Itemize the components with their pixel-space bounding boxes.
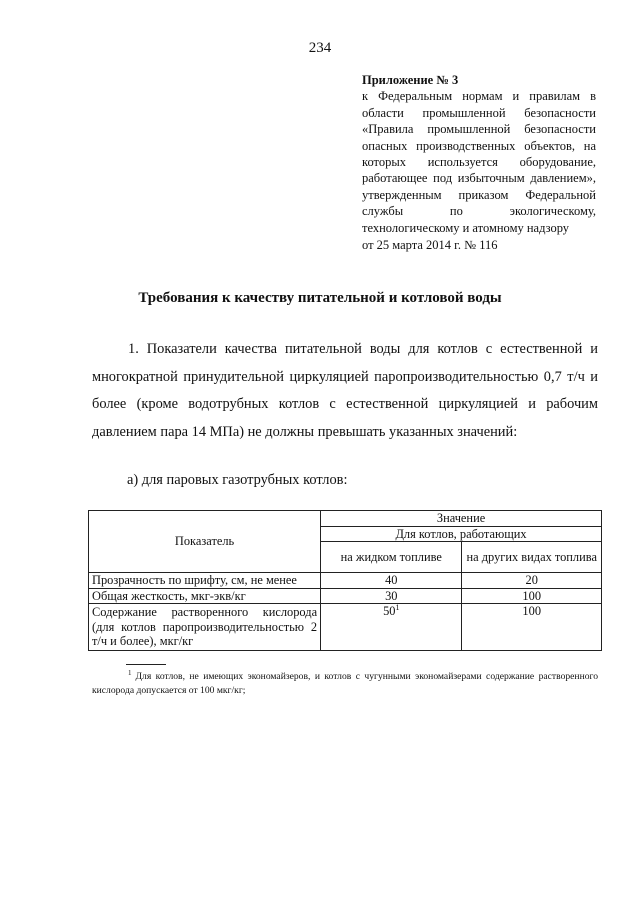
header-boilers: Для котлов, работающих bbox=[321, 526, 602, 542]
table-row bbox=[89, 588, 602, 604]
row-liquid-number: 50 bbox=[383, 604, 396, 618]
table-row bbox=[89, 573, 602, 589]
water-quality-table bbox=[88, 510, 602, 651]
appendix-body: к Федеральным нормам и правилам в области промышленной безопасности «Правила промышленной безопасности опасных производственных объектов, на которых используется оборудование, работающее под избыточным давлением», утвержденным приказом Федеральной службы по экологическому, технологическому и атомному надзору bbox=[362, 89, 596, 235]
row-liquid-value: 40 bbox=[321, 573, 462, 589]
appendix-block bbox=[362, 72, 596, 253]
header-value: Значение bbox=[321, 511, 602, 527]
header-liquid-fuel: на жидком топливе bbox=[321, 542, 462, 573]
table-row bbox=[89, 604, 602, 651]
row-indicator: Прозрачность по шрифту, см, не менее bbox=[89, 573, 321, 589]
row-liquid-value: 30 bbox=[321, 588, 462, 604]
row-indicator: Содержание растворенного кислорода (для котлов паропроизводительностью 2 т/ч и более), мкг/кг bbox=[89, 604, 321, 651]
footnote bbox=[92, 666, 598, 698]
row-liquid-value bbox=[321, 604, 462, 651]
paragraph-1: 1. Показатели качества питательной воды для котлов с естественной и многократной принудительной циркуляцией паропроизводительностью 0,7 т/ч и более (кроме водотрубных котлов с естественной циркуляцией и рабочим давлением пара 14 МПа) не должны превышать указанных значений: bbox=[92, 341, 598, 440]
table-header-row bbox=[89, 511, 602, 527]
page-number: 234 bbox=[308, 40, 332, 56]
footnote-divider bbox=[126, 664, 166, 665]
row-other-value: 100 bbox=[462, 588, 602, 604]
row-indicator: Общая жесткость, мкг-экв/кг bbox=[89, 588, 321, 604]
footnote-mark: 1 bbox=[128, 669, 132, 677]
header-other-fuel: на других видах топлива bbox=[462, 542, 602, 573]
subitem-a: а) для паровых газотрубных котлов: bbox=[127, 472, 348, 488]
section-heading: Требования к качеству питательной и котловой воды bbox=[138, 290, 502, 306]
footnote-text: Для котлов, не имеющих экономайзеров, и котлов с чугунными экономайзерами содержание растворенного кислорода допускается от 100 мкг/кг; bbox=[92, 671, 598, 696]
footnote-ref: 1 bbox=[395, 602, 400, 612]
row-other-value: 100 bbox=[462, 604, 602, 651]
row-other-value: 20 bbox=[462, 573, 602, 589]
appendix-title: Приложение № 3 bbox=[362, 73, 459, 87]
header-indicator: Показатель bbox=[89, 511, 321, 573]
appendix-date: от 25 марта 2014 г. № 116 bbox=[362, 238, 498, 253]
